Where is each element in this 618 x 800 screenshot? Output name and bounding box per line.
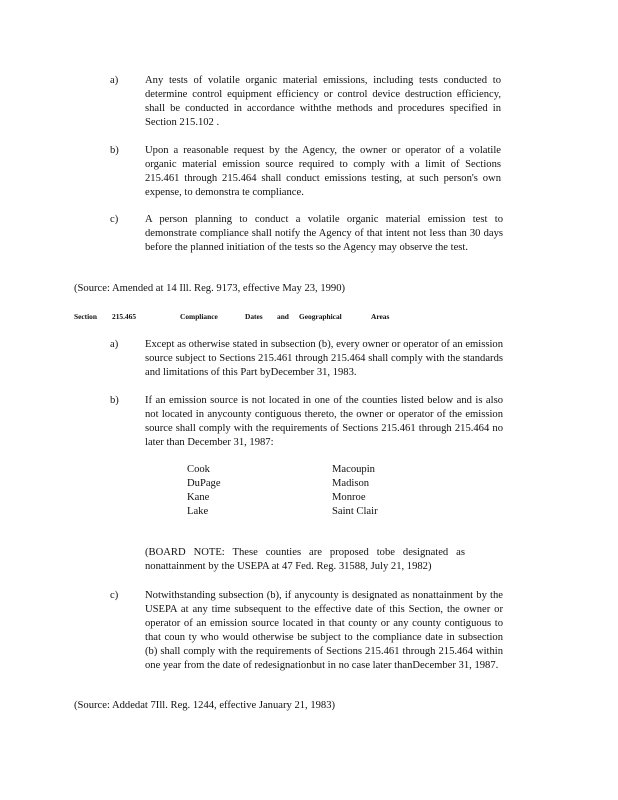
county-name: Macoupin [332, 464, 375, 475]
item-text-c: A person planning to conduct a volatile organic material emission test to demonstrate compliance shall notify the Agency of that intent not less than 30 days before the planned initiation of the tests so the Agency may observe the test. [145, 214, 503, 253]
item-text-b: If an emission source is not located in one of the counties listed below and is also not located in anycounty contiguous thereto, the owner or operator of the emission source shall comply with the requirements of Sections 215.461 through 215.464 no later than December 31, 1987: [145, 395, 503, 448]
item-label-c: c) [110, 590, 119, 601]
item-text-a: Any tests of volatile organic material emissions, including tests conducted to determine control equipment efficiency or control device destruction efficiency, shall be conducted in accordance withthe methods and procedures specified in Section 215.102 . [145, 75, 501, 128]
county-name: Lake [187, 506, 209, 517]
county-name: Monroe [332, 492, 366, 503]
item-label-b: b) [110, 395, 119, 406]
county-list-right [332, 463, 378, 519]
section-title-word: Geographical [299, 312, 342, 321]
county-name: Cook [187, 464, 210, 475]
item-text-b: Upon a reasonable request by the Agency, the owner or operator of a volatile organic material emission source required to comply with a limit of Sections 215.461 through 215.464 shall conduct emissions testing, at such person's own expense, to demonstra te compliance. [145, 145, 501, 198]
section-heading [74, 311, 389, 323]
section-number: 215.465 [112, 312, 137, 321]
section-word: Section [74, 312, 97, 321]
county-name: DuPage [187, 478, 221, 489]
item-text-a: Except as otherwise stated in subsection (b), every owner or operator of an emission source subject to Sections 215.461 through 215.464 shall comply with the standards and limitations of this Part byDecember 31, 1983. [145, 339, 503, 378]
county-name: Madison [332, 478, 370, 489]
item-label-a: a) [110, 339, 119, 350]
source-note: (Source: Addedat 7Ill. Reg. 1244, effective January 21, 1983) [74, 700, 336, 711]
county-name: Saint Clair [332, 506, 378, 517]
section-title-word: Areas [371, 312, 390, 321]
section-title-word: and [277, 312, 289, 321]
item-label-b: b) [110, 145, 119, 156]
section-title-word: Dates [245, 312, 263, 321]
board-note: (BOARD NOTE: These counties are proposed tobe designated as nonattainment by the USEPA at 47 Fed. Reg. 31588, July 21, 1982) [145, 547, 465, 572]
county-list-left [187, 463, 221, 519]
item-label-c: c) [110, 214, 119, 225]
item-text-c: Notwithstanding subsection (b), if anycounty is designated as nonattainment by the USEPA at any time subsequent to the effective date of this Section, the owner or operator of an emission source located in that county or any county contiguous to that coun ty who would otherwise be subject to the compliance date in subsection (b) shall comply with the requirements of Sections 215.461 through 215.464 within one year from the date of redesignationbut in no case later thanDecember 31, 1987. [145, 590, 503, 671]
county-name: Kane [187, 492, 210, 503]
item-label-a: a) [110, 75, 119, 86]
source-note: (Source: Amended at 14 Ill. Reg. 9173, effective May 23, 1990) [74, 283, 346, 294]
section-title-word: Compliance [180, 312, 218, 321]
